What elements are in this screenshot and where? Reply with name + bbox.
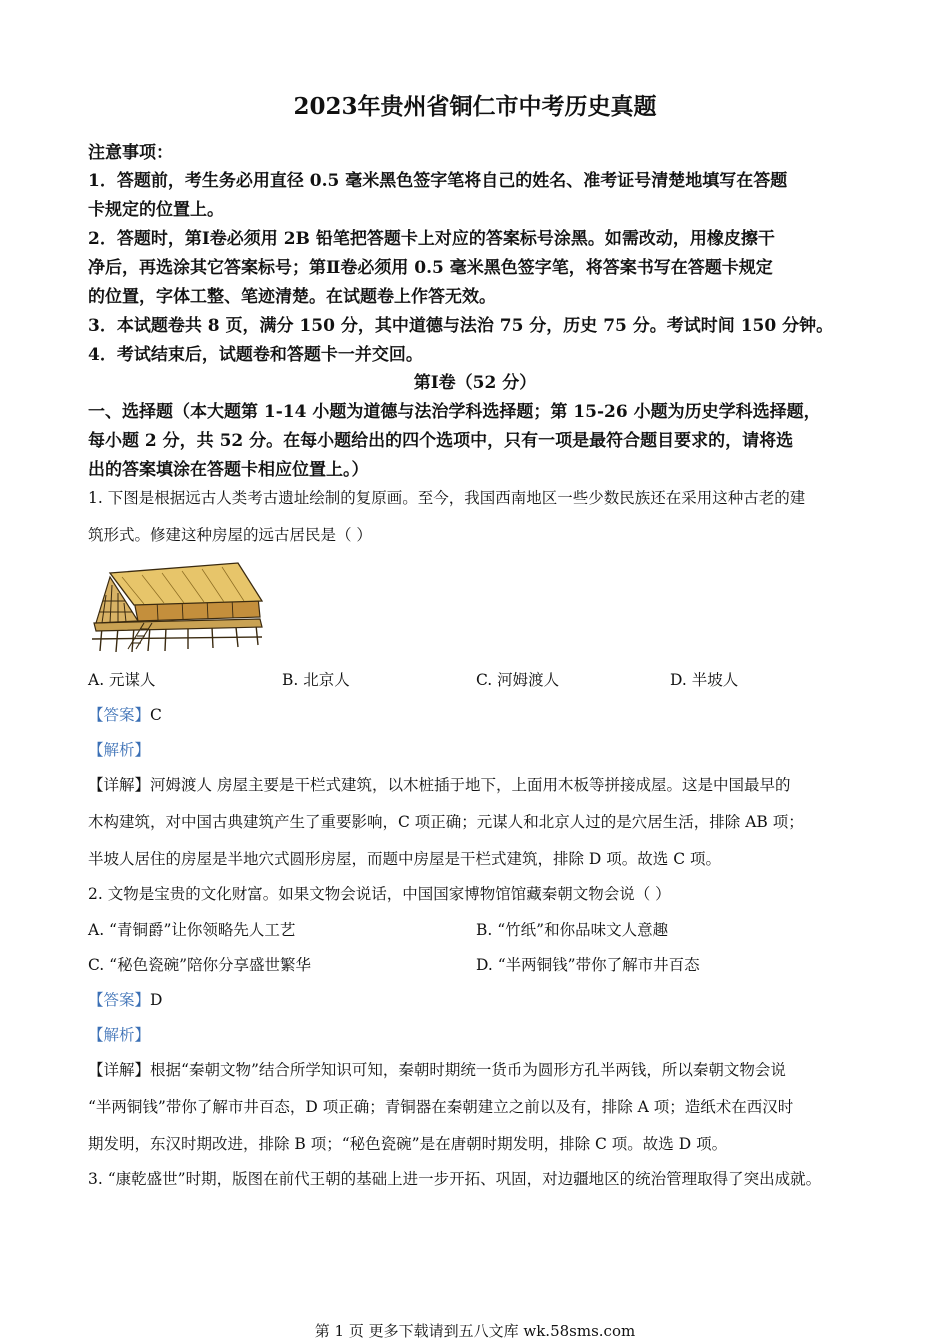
answer-value: C: [150, 706, 162, 724]
page-footer: 第 1 页 更多下载请到五八文库 wk.58sms.com: [314, 1322, 636, 1340]
option-c[interactable]: C. “秘色瓷碗”陪你分享盛世繁华: [88, 956, 312, 974]
stilt-house-illustration: [88, 557, 263, 657]
answer-label: 【答案】: [88, 991, 151, 1009]
question-1-options: [88, 668, 868, 690]
section-line: 每小题 2 分，共 52 分。在每小题给出的四个选项中，只有一项是最符合题目要求的，请将选: [88, 431, 794, 451]
detail-text: 根据“秦朝文物”结合所学知识可知，秦朝时期统一货币为圆形方孔半两钱，所以秦朝文物会说: [150, 1061, 786, 1079]
answer-line: [88, 988, 162, 1010]
option-a[interactable]: A. “青铜爵”让你领略先人工艺: [88, 921, 296, 939]
detail-line: [88, 773, 790, 795]
notice-line: 卡规定的位置上。: [88, 200, 224, 220]
notice-line: 2．答题时，第Ⅰ卷必须用 2B 铅笔把答题卡上对应的答案标号涂黑。如需改动，用橡皮擦干: [88, 229, 775, 249]
detail-text: 半坡人居住的房屋是半地穴式圆形房屋，而题中房屋是干栏式建筑，排除 D 项。故选 C 项。: [88, 850, 721, 868]
section-heading: 第Ⅰ卷（52 分）: [413, 373, 537, 393]
detail-text: “半两铜钱”带你了解市井百态，D 项正确；青铜器在秦朝建立之前以及有，排除 A 项；造纸术在西汉时: [88, 1098, 794, 1116]
answer-line: [88, 703, 162, 725]
detail-text: 河姆渡人 房屋主要是干栏式建筑，以木桩插于地下，上面用木板等拼接成屋。这是中国最早的: [150, 776, 791, 794]
question-3-text: 3. “康乾盛世”时期，版图在前代王朝的基础上进一步开拓、巩固，对边疆地区的统治管理取得了突出成就。: [88, 1170, 822, 1188]
answer-label: 【答案】: [88, 706, 151, 724]
notice-heading: 注意事项：: [88, 143, 173, 163]
notice-line: 1．答题前，考生务必用直径 0.5 毫米黑色签字笔将自己的姓名、准考证号清楚地填写在答题: [88, 171, 788, 191]
notice-line: 净后，再选涂其它答案标号；第Ⅱ卷必须用 0.5 毫米黑色签字笔，将答案书写在答题卡规定: [88, 258, 773, 278]
analysis-label: 【解析】: [88, 741, 151, 759]
detail-label: 【详解】: [88, 1061, 151, 1079]
detail-text: 期发明，东汉时期改进，排除 B 项；“秘色瓷碗”是在唐朝时期发明，排除 C 项。故选 D 项。: [88, 1135, 728, 1153]
answer-value: D: [150, 991, 163, 1009]
option-b[interactable]: B. “竹纸”和你品味文人意趣: [476, 921, 669, 939]
page-title: 2023年贵州省铜仁市中考历史真题: [293, 93, 657, 120]
question-1-text: 1. 下图是根据远古人类考古遗址绘制的复原画。至今，我国西南地区一些少数民族还在采用这种古老的建: [88, 489, 806, 507]
analysis-label: 【解析】: [88, 1026, 151, 1044]
question-2-options: [88, 918, 868, 978]
notice-line: 4．考试结束后，试题卷和答题卡一并交回。: [88, 345, 423, 365]
section-line: 出的答案填涂在答题卡相应位置上。）: [88, 460, 369, 480]
option-b[interactable]: B. 北京人: [282, 671, 350, 689]
detail-line: [88, 1058, 786, 1080]
detail-label: 【详解】: [88, 776, 151, 794]
option-d[interactable]: D. 半坡人: [670, 671, 739, 689]
option-a[interactable]: A. 元谋人: [88, 671, 156, 689]
notice-line: 3．本试题卷共 8 页，满分 150 分，其中道德与法治 75 分，历史 75 分。考试时间 150 分钟。: [88, 316, 834, 336]
option-c[interactable]: C. 河姆渡人: [476, 671, 560, 689]
section-line: 一、选择题（本大题第 1-14 小题为道德与法治学科选择题；第 15-26 小题为历史学科选择题，: [88, 402, 821, 422]
detail-text: 木构建筑，对中国古典建筑产生了重要影响，C 项正确；元谋人和北京人过的是穴居生活，排除 AB 项；: [88, 813, 804, 831]
option-d[interactable]: D. “半两铜钱”带你了解市井百态: [476, 956, 700, 974]
question-1-text: 筑形式。修建这种房屋的远古居民是（ ）: [88, 526, 372, 544]
question-2-text: 2. 文物是宝贵的文化财富。如果文物会说话，中国国家博物馆馆藏秦朝文物会说（ ）: [88, 885, 671, 903]
notice-line: 的位置，字体工整、笔迹清楚。在试题卷上作答无效。: [88, 287, 496, 307]
